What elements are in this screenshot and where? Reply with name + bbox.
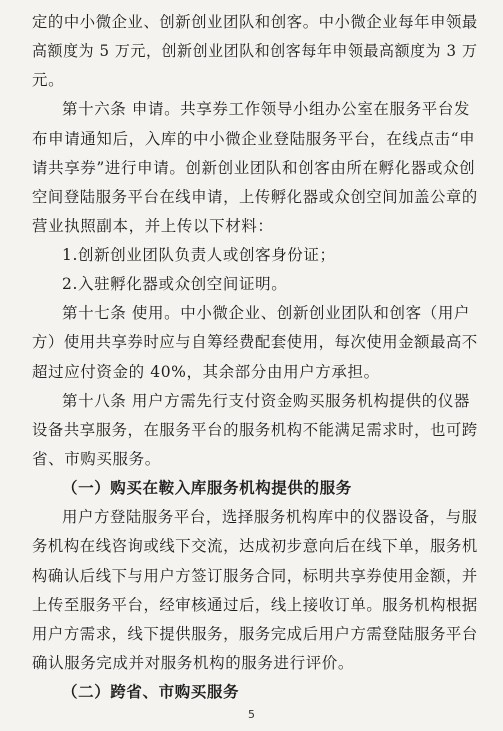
text-line: 2.入驻孵化器或众创空间证明。 <box>62 275 288 293</box>
text-line: 第十八条 用户方需先行支付资金购买服务机构提供的仪器 <box>62 392 471 410</box>
text-line: 方）使用共享券时应与自筹经费配套使用，每次使用金额最高不 <box>32 333 478 351</box>
section-heading: （二）跨省、市购买服务 <box>62 682 240 701</box>
text-line: 1.创新创业团队负责人或创客身份证； <box>62 246 336 264</box>
text-line: 空间登陆服务平台在线申请，上传孵化器或众创空间加盖公章的 <box>32 188 478 206</box>
text-line: 省、市购买服务。 <box>32 450 161 468</box>
text-line: 用户方需求，线下提供服务，服务完成后用户方需登陆服务平台 <box>32 625 478 643</box>
text-line: 元。 <box>32 71 65 89</box>
section-heading: （一）购买在鞍入库服务机构提供的服务 <box>62 478 352 497</box>
text-line: 布申请通知后，入库的中小微企业登陆服务平台，在线点击“申 <box>32 130 476 148</box>
text-line: 第十七条 使用。中小微企业、创新创业团队和创客（用户 <box>62 304 471 322</box>
text-line: 用户方登陆服务平台，选择服务机构库中的仪器设备，与服 <box>62 508 478 526</box>
text-line: 高额度为 5 万元，创新创业团队和创客每年申领最高额度为 3 万 <box>32 42 478 60</box>
text-line: 第十六条 申请。共享券工作领导小组办公室在服务平台发 <box>62 100 471 118</box>
page-number: 5 <box>248 708 255 721</box>
text-line: 定的中小微企业、创新创业团队和创客。中小微企业每年申领最 <box>32 13 478 31</box>
text-line: 确认服务完成并对服务机构的服务进行评价。 <box>32 654 355 672</box>
text-line: 设备共享服务，在服务平台的服务机构不能满足需求时，也可跨 <box>32 421 478 439</box>
text-line: 上传至服务平台，经审核通过后，线上接收订单。服务机构根据 <box>32 596 478 614</box>
text-line: 营业执照副本，并上传以下材料： <box>32 217 274 235</box>
text-line: 构确认后线下与用户方签订服务合同，标明共享券使用金额，并 <box>32 567 478 585</box>
text-line: 请共享券”进行申请。创新创业团队和创客由所在孵化器或众创 <box>32 159 476 177</box>
text-line: 务机构在线咨询或线下交流，达成初步意向后在线下单，服务机 <box>32 537 478 555</box>
text-line: 超过应付资金的 40%，其余部分由用户方承担。 <box>32 363 380 381</box>
